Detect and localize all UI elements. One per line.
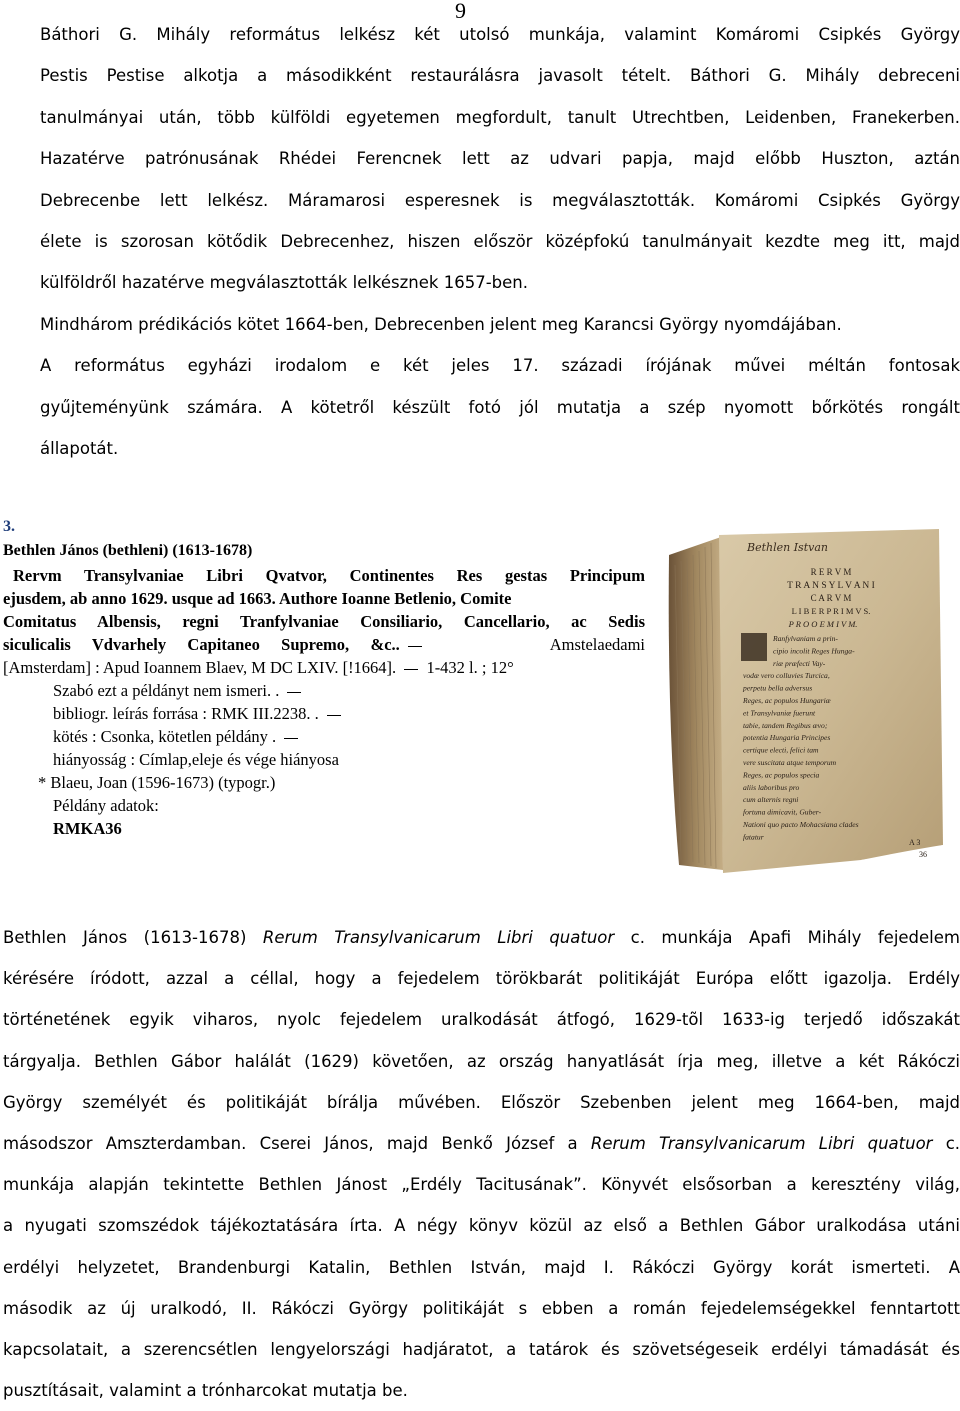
paragraph-line (3, 1123, 960, 1164)
printed-text-line: certique electi, felici tam (743, 745, 819, 755)
note-line: kötés : Csonka, kötetlen példány . (53, 727, 298, 747)
copy-label: Példány adatok: (53, 796, 159, 815)
page-mark: 36 (919, 850, 927, 859)
book-title-italic: Rerum Transylvanicarum Libri quatuor (590, 1134, 933, 1154)
catalog-title-line: ejusdem, ab anno 1629. usque ad 1663. Authore Ioanne Betlenio, Comite (3, 589, 512, 608)
paragraph-line: Mindhárom prédikációs kötet 1664-ben, Debrecenben jelent meg Karancsi György nyomdájában. (40, 314, 842, 334)
paragraph-line: Báthori G. Mihály református lelkész két utolsó munkája, valamint Komáromi Csipkés György (40, 25, 960, 44)
paragraph-line: Hazatérve patrónusának Rhédei Ferencnek lett az udvari papja, majd előbb Huszton, aztán (40, 149, 960, 169)
paragraph-line: külföldről hazatérve megválasztották lelkésznek 1657-ben. (40, 273, 528, 293)
printed-text-line: cum alternis regni (743, 795, 799, 805)
text-run: második az új uralkodó, II. Rákóczi György politikáját s ebben a román fejedelemségekkel fenntartott (3, 1298, 960, 1318)
separator-dash (400, 635, 422, 654)
printed-text-line: vodæ vero colluvies Turcica, (743, 671, 830, 681)
printed-text-line: vere suscitata atque temporum (743, 758, 837, 767)
page-mark: A 3 (909, 838, 921, 847)
book-photo (661, 525, 945, 879)
paragraph-line: Debrecenbe lett lelkész. Máramarosi esperesnek is megválasztották. Komáromi Csipkés György (40, 190, 960, 210)
printed-text-line: potentia Hungaria Principes (743, 733, 831, 743)
text-run: c. munkája Apafi Mihály fejedelem (614, 928, 960, 947)
text-run: másodszor Amszterdamban. Cserei János, majd Benkő József a (3, 1134, 591, 1154)
catalog-number: 3. (3, 518, 15, 535)
printed-heading-line: T R A N S Y L V A N I (787, 581, 875, 591)
bottom-paragraph (3, 917, 960, 1411)
text-run: György személyét és politikáját bírálja művében. Először Szebenben jelent meg 1664-ben, majd (3, 1092, 960, 1112)
paragraph-line (3, 1205, 960, 1246)
printed-heading-line: L I B E R P R I M V S. (791, 606, 871, 616)
printed-text-line: tabie, tandem Regibus ævo; (743, 720, 828, 730)
imprint-place: Amstelaedami (549, 635, 646, 654)
extent: 1-432 l. ; 12° (426, 658, 514, 677)
paragraph-line (3, 1164, 960, 1205)
handwritten-name: Bethlen Istvan (747, 541, 828, 554)
printed-text-line: Reges, ac populos Hungariæ (743, 696, 831, 705)
book-illustration (661, 525, 945, 879)
text-run: erdélyi helyzetet, Brandenburgi Katalin, Bethlen István, majd I. Rákóczi György korát ismerteti. A (3, 1257, 960, 1277)
paragraph-line (3, 1247, 960, 1288)
paragraph-line: A református egyházi irodalom e két jeles 17. századi írójának művei méltán fontosak (40, 356, 960, 376)
text-run: kapcsolatait, a szerencsétlen lengyelországi hadjáratot, a tatárok és szövetségeseik erdélyi támadását és (3, 1340, 960, 1360)
paragraph-line: Pestis Pestise alkotja a másodikként restaurálásra javasolt tételt. Báthori G. Mihály debreceni (40, 66, 960, 86)
text-run: történetének egyik viharos, nyolc fejedelem uralkodását átfogó, 1629-tõl 1633-ig terjedő időszakát (3, 1010, 960, 1030)
printed-text-line: Ranfylvaniam a prin- (773, 634, 838, 643)
printed-heading-line: P R O O E M I V M. (788, 619, 858, 629)
paragraph-line (3, 1041, 960, 1082)
text-run: pusztításait, valamint a trónharcokat mutatja be. (3, 1381, 408, 1401)
printed-text-line: fortuna dimicavit, Guber- (743, 807, 822, 817)
imprint-line: [Amsterdam] : Apud Ioannem Blaev, M DC LXIV. [!1664]. 1-432 l. ; 12° (3, 658, 514, 677)
paragraph-line (3, 1082, 960, 1123)
text-run: munkája alapján tekintette Bethlen Jánost „Erdély Tacitusának”. Könyvét elsősorban a keresztény világ, (3, 1175, 960, 1195)
catalog-title-imprint-line (3, 635, 645, 655)
text-run: c. (932, 1134, 960, 1154)
paragraph-line: állapotát. (40, 439, 119, 459)
printed-heading-line: R E R V M (810, 567, 852, 577)
note-line: hiányosság : Címlap,eleje és vége hiányosa (53, 750, 339, 769)
printer-line: * Blaeu, Joan (1596-1673) (typogr.) (38, 773, 276, 792)
page-number: 9 (455, 0, 466, 23)
printed-text-line: Nationi quo pacto Mohacsiana clades (743, 820, 859, 829)
printed-text-line: perpetu bella adversus (743, 683, 813, 693)
paragraph-line: gyűjteményünk számára. A kötetről készült fotó jól mutatja a szép nyomott bőrkötés rongált (40, 397, 960, 417)
printed-text-line: fatatur (743, 832, 764, 842)
catalog-title-line: Comitatus Albensis, regni Tranfylvaniae Consiliario, Cancellario, ac Sedis (3, 612, 645, 631)
separator-dash (396, 658, 418, 677)
paragraph-line (3, 917, 960, 958)
catalog-heading: Bethlen János (bethleni) (1613-1678) (3, 542, 253, 559)
text-run: kérésére íródott, azzal a céllal, hogy a fejedelem törökbarát politikáját Európa előtt igazolja. Erdély (3, 969, 960, 989)
paragraph-line (3, 999, 960, 1040)
paragraph-line (3, 1288, 960, 1329)
paragraph-line (3, 1370, 960, 1411)
text-run: tárgyalja. Bethlen Gábor halálát (1629) követően, az ország hanyatlását írja meg, illetve a két Rákóczi (3, 1051, 960, 1071)
copy-id: RMKA36 (53, 819, 122, 838)
note-line: bibliogr. leírás forrása : RMK III.2238. . (53, 704, 341, 724)
printed-text-line: cipio incolit Reges Hunga- (773, 646, 855, 656)
text-run: Bethlen János (1613-1678) (3, 928, 263, 947)
printed-text-line: et Transylvaniæ fuerunt (743, 708, 816, 718)
initial-letter-block (741, 633, 767, 661)
printed-text-line: Reges, ac populos specia (743, 770, 820, 780)
paragraph-line: élete is szorosan kötődik Debrecenhez, hiszen először középfokú tanulmányait kezdte meg itt, majd (40, 232, 960, 252)
printed-text-line: aliis laboribus pro (743, 782, 800, 792)
note-line: Szabó ezt a példányt nem ismeri. . (53, 681, 301, 701)
paragraph-line: tanulmányai után, több külföldi egyetemen megfordult, tanult Utrechtben, Leidenben, Franekerben. (40, 107, 960, 127)
printed-heading-line: C A R V M (810, 593, 852, 603)
text-run: a nyugati szomszédok tájékoztatására írta. A négy könyv közül az első a Bethlen Gábor uralkodása utáni (3, 1216, 960, 1236)
printed-text-line: riæ præfecti Vay- (773, 658, 826, 668)
top-paragraph (40, 14, 960, 469)
paragraph-line (3, 958, 960, 999)
book-title-italic: Rerum Transylvanicarum Libri quatuor (262, 928, 615, 947)
catalog-title-line: siculicalis Vdvarhely Capitaneo Supremo, &c.. (3, 635, 400, 654)
paragraph-line (3, 1329, 960, 1370)
catalog-title-line: Rervm Transylvaniae Libri Qvatvor, Continentes Res gestas Principum (13, 566, 645, 585)
